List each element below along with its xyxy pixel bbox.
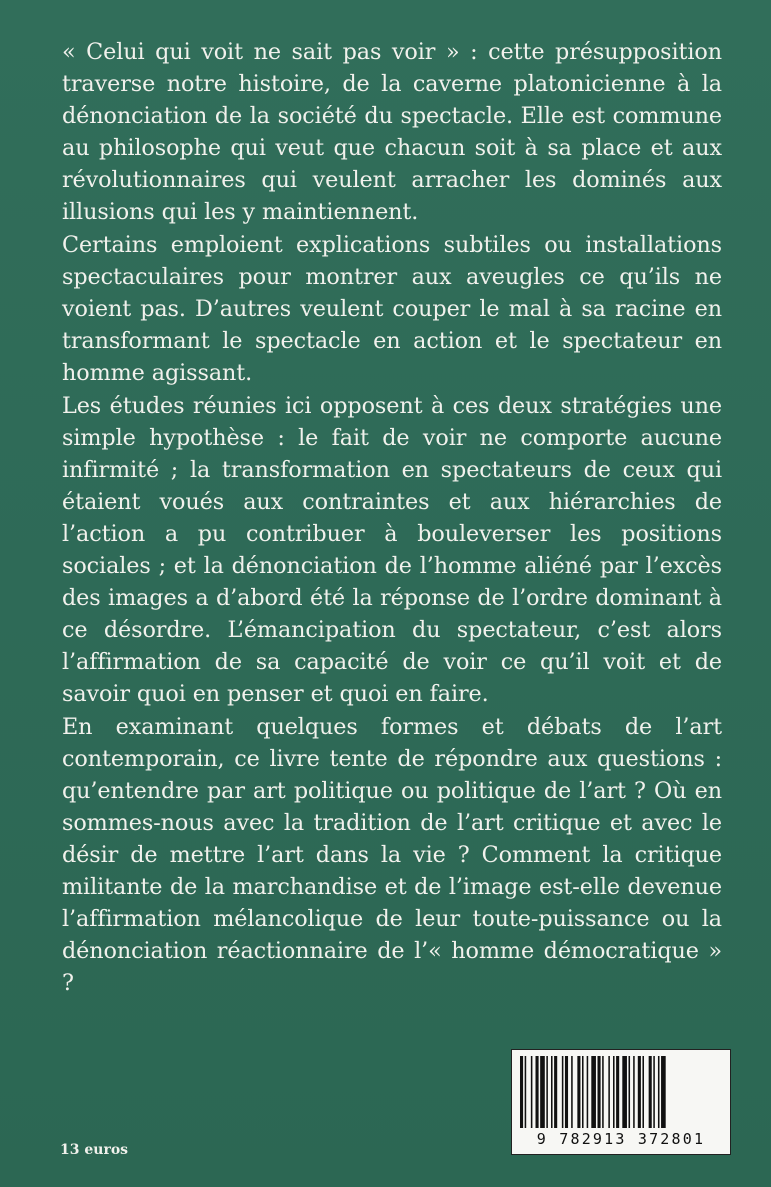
barcode-bar <box>613 1056 615 1128</box>
barcode-bar <box>587 1056 589 1128</box>
barcode-bar <box>591 1056 596 1128</box>
barcode-bar <box>554 1056 557 1128</box>
price-label: 13 euros <box>60 1142 129 1158</box>
isbn-number: 9 782913 372801 <box>536 1130 706 1148</box>
blurb-paragraph-3: Les études réunies ici opposent à ces deux stratégies une simple hypothèse : le fait de voir ne comporte aucune infirmité ; la transformation en spectateurs de ceux qui étaient voués aux contraintes et aux hiérarchies de l’action a pu contribuer à bouleverser les positions sociales ; et la dénonciation de l’homme aliéné par l’excès des images a d’abord été la réponse de l’ordre dominant à ce désordre. L’émancipation du spectateur, c’est alors l’affirmation de sa capacité de voir ce qu’il voit et de savoir quoi en penser et quoi en faire. <box>62 393 722 707</box>
barcode-bars <box>518 1056 724 1128</box>
barcode-bar <box>602 1056 604 1128</box>
blurb-paragraph-4: En examinant quelques formes et débats de l’art contemporain, ce livre tente de répondre aux questions : qu’entendre par art politique ou politique de l’art ? Où en sommes-nous avec la tradition de l’art critique et avec le désir de mettre l’art dans la vie ? Comment la critique militante de la marchandise et de l’image est-elle devenue l’affirmation mélancolique de leur toute-puissance ou la dénonciation réactionnaire de l’« homme démocratique » ? <box>62 714 722 996</box>
barcode <box>511 1049 731 1155</box>
barcode-bar <box>616 1056 619 1128</box>
barcode-bar <box>565 1056 568 1128</box>
blurb-paragraph-1: « Celui qui voit ne sait pas voir » : cette présupposition traverse notre histoire, de la caverne platonicienne à la dénonciation de la société du spectacle. Elle est commune au philosophe qui veut que chacun soit à sa place et aux révolutionnaires qui veulent arracher les dominés aux illusions qui les y maintiennent. <box>62 39 722 225</box>
barcode-bar <box>546 1056 548 1128</box>
barcode-bar <box>642 1056 644 1128</box>
barcode-bar <box>653 1056 655 1128</box>
barcode-bar <box>562 1056 564 1128</box>
barcode-bar <box>577 1056 580 1128</box>
barcode-bar <box>622 1056 627 1128</box>
barcode-bar <box>661 1056 666 1128</box>
blurb-text <box>62 36 722 1000</box>
barcode-bar <box>520 1056 523 1128</box>
barcode-bar <box>598 1056 601 1128</box>
barcode-bar <box>551 1056 553 1128</box>
barcode-bar <box>633 1056 635 1128</box>
barcode-bar <box>571 1056 573 1128</box>
barcode-bar <box>582 1056 584 1128</box>
barcode-bar <box>525 1056 527 1128</box>
barcode-bar <box>608 1056 610 1128</box>
barcode-bar <box>638 1056 641 1128</box>
barcode-bar <box>649 1056 652 1128</box>
barcode-bar <box>658 1056 660 1128</box>
barcode-bar <box>540 1056 545 1128</box>
barcode-bar <box>536 1056 539 1128</box>
barcode-bar <box>531 1056 533 1128</box>
barcode-bar <box>629 1056 631 1128</box>
blurb-paragraph-2: Certains emploient explications subtiles ou installations spectaculaires pour montrer aux aveugles ce qu’ils ne voient pas. D’autres veulent couper le mal à sa racine en transformant le spectacle en action et le spectateur en homme agissant. <box>62 232 722 386</box>
